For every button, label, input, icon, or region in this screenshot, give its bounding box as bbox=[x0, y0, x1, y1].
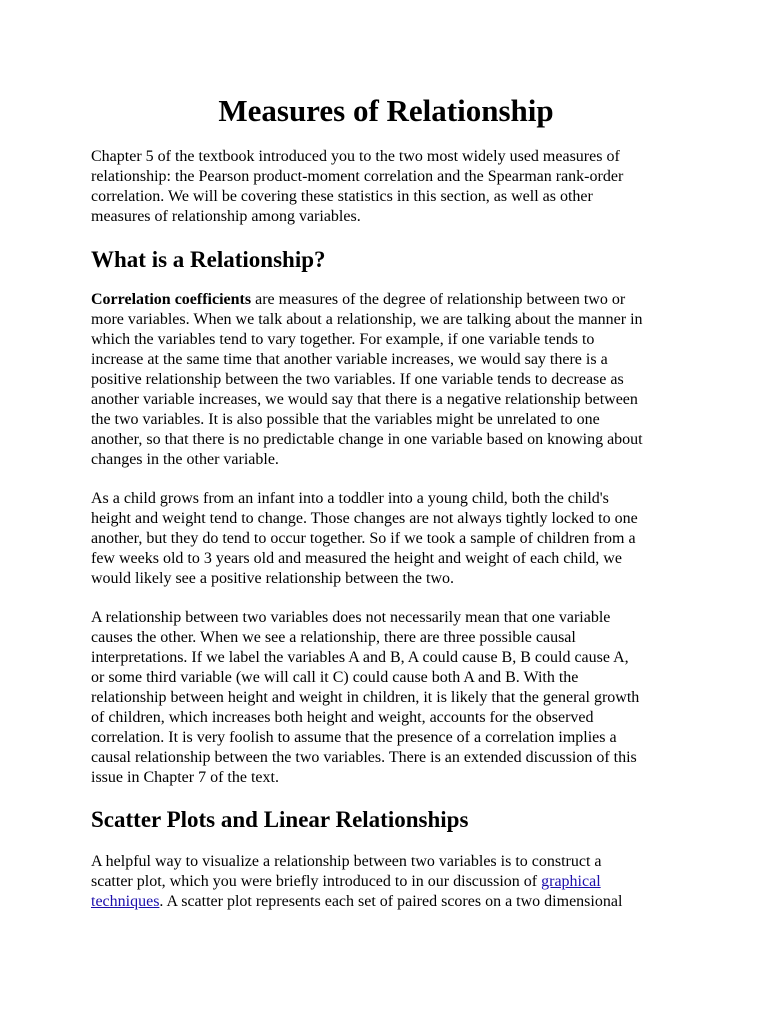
text-line: As a child grows from an infant into a toddler into a young child, both the child's bbox=[91, 490, 609, 507]
section-heading-relationship: What is a Relationship? bbox=[91, 247, 326, 272]
text-line: A relationship between two variables does not necessarily mean that one variable bbox=[91, 609, 611, 626]
text-line bbox=[91, 872, 681, 892]
text-line: relationship: the Pearson product-moment correlation and the Spearman rank-order bbox=[91, 168, 624, 185]
text-line: or some third variable (we will call it C) could cause both A and B. With the bbox=[91, 669, 579, 686]
text-line: few weeks old to 3 years old and measured the height and weight of each child, we bbox=[91, 550, 622, 567]
text-line: of children, which increases both height and weight, accounts for the observed bbox=[91, 709, 594, 726]
text-line: interpretations. If we label the variables A and B, A could cause B, B could cause A, bbox=[91, 649, 629, 666]
text-fragment: . A scatter plot represents each set of paired scores on a two dimensional bbox=[159, 893, 623, 910]
text-line: another variable increases, we would say that there is a negative relationship between bbox=[91, 391, 638, 408]
text-line: causes the other. When we see a relationship, there are three possible causal bbox=[91, 629, 576, 646]
text-line: changes in the other variable. bbox=[91, 451, 279, 468]
text-line: A helpful way to visualize a relationship between two variables is to construct a bbox=[91, 853, 602, 870]
graphical-techniques-link-continued[interactable]: techniques bbox=[91, 893, 160, 910]
text-line: increase at the same time that another variable increases, we would say there is a bbox=[91, 351, 608, 368]
text-line: measures of relationship among variables. bbox=[91, 208, 361, 225]
text-line: which the variables tend to vary together. For example, if one variable tends to bbox=[91, 331, 595, 348]
text-line: relationship between height and weight in children, it is likely that the general growth bbox=[91, 689, 640, 706]
causality-paragraph bbox=[91, 608, 681, 788]
text-line: positive relationship between the two variables. If one variable tends to decrease as bbox=[91, 371, 624, 388]
text-line: would likely see a positive relationship between the two. bbox=[91, 570, 455, 587]
text-line: correlation. We will be covering these statistics in this section, as well as other bbox=[91, 188, 593, 205]
text-line: the two variables. It is also possible that the variables might be unrelated to one bbox=[91, 411, 600, 428]
text-line: another, so that there is no predictable change in one variable based on knowing about bbox=[91, 431, 643, 448]
text-line bbox=[91, 290, 681, 310]
text-fragment: are measures of the degree of relationship between two or bbox=[251, 291, 626, 308]
text-fragment: scatter plot, which you were briefly introduced to in our discussion of bbox=[91, 873, 542, 890]
graphical-techniques-link[interactable]: graphical bbox=[541, 873, 601, 890]
text-line: Chapter 5 of the textbook introduced you to the two most widely used measures of bbox=[91, 148, 620, 165]
text-line: more variables. When we talk about a relationship, we are talking about the manner in bbox=[91, 311, 643, 328]
correlation-paragraph bbox=[91, 290, 681, 470]
bold-term: Correlation coefficients bbox=[91, 291, 252, 308]
text-line: another, but they do tend to occur together. So if we took a sample of children from a bbox=[91, 530, 636, 547]
text-line bbox=[91, 892, 681, 912]
page-title: Measures of Relationship bbox=[218, 93, 554, 128]
section-heading-scatter-plots: Scatter Plots and Linear Relationships bbox=[91, 807, 469, 832]
text-line: causal relationship between the two variables. There is an extended discussion of this bbox=[91, 749, 637, 766]
child-growth-paragraph bbox=[91, 489, 681, 589]
scatter-plot-paragraph bbox=[91, 852, 681, 912]
text-line: correlation. It is very foolish to assume that the presence of a correlation implies a bbox=[91, 729, 617, 746]
text-line: issue in Chapter 7 of the text. bbox=[91, 769, 279, 786]
intro-paragraph bbox=[91, 147, 681, 227]
text-line: height and weight tend to change. Those changes are not always tightly locked to one bbox=[91, 510, 638, 527]
